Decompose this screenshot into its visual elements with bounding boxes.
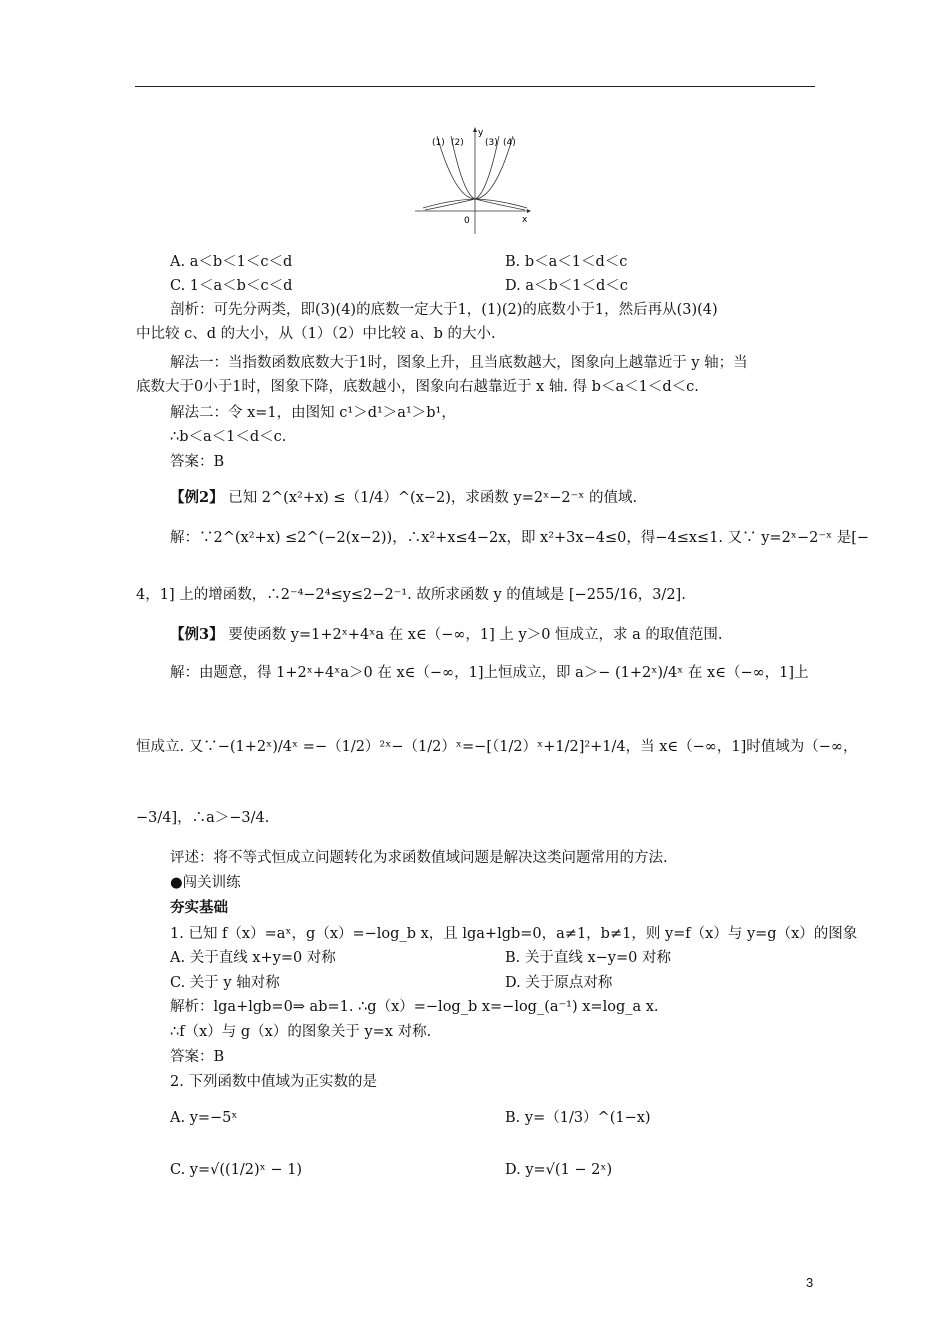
option-b: B. b＜a＜1＜d＜c bbox=[505, 254, 628, 270]
option-d: D. a＜b＜1＜d＜c bbox=[505, 278, 628, 294]
analysis-line2: 中比较 c、d 的大小，从（1）（2）中比较 a、b 的大小. bbox=[136, 326, 496, 342]
graph-origin: 0 bbox=[464, 216, 470, 226]
option-c: C. 1＜a＜b＜c＜d bbox=[170, 278, 293, 294]
q2-option-c: C. y=√((1/2)ˣ − 1) bbox=[170, 1162, 303, 1178]
example2-solution-line1: 解：∵2^(x²+x) ≤2^(−2(x−2))，∴x²+x≤4−2x，即 x²+3x−4≤0，得−4≤x≤1. 又∵ y=2ˣ−2⁻ˣ 是[− bbox=[170, 530, 870, 546]
graph-label-2: (2) bbox=[451, 138, 464, 148]
section-title: ●闯关训练 bbox=[170, 875, 241, 891]
graph-label-1: (1) bbox=[432, 138, 445, 148]
q1-analysis-line1: 解析：lga+lgb=0⇒ ab=1. ∴g（x）=−log_b x=−log_(a⁻¹) x=log_a x. bbox=[170, 999, 659, 1015]
graph-axis-y: y bbox=[478, 128, 484, 138]
option-a: A. a＜b＜1＜c＜d bbox=[170, 254, 293, 270]
q2-option-d: D. y=√(1 − 2ˣ) bbox=[505, 1162, 613, 1178]
page-number: 3 bbox=[806, 1275, 814, 1290]
exponential-graph bbox=[415, 126, 535, 236]
example3-head: 【例3】 bbox=[170, 626, 224, 643]
example3-text: 要使函数 y=1+2ˣ+4ˣa 在 x∈（−∞，1] 上 y＞0 恒成立，求 a 的取值范围. bbox=[228, 627, 723, 643]
example3-solution-line3: −3/4]，∴a＞−3/4. bbox=[136, 810, 270, 826]
q2-stem: 2. 下列函数中值域为正实数的是 bbox=[170, 1074, 377, 1090]
graph-label-4: (4) bbox=[503, 138, 516, 148]
section-subtitle: 夯实基础 bbox=[170, 899, 228, 916]
method1-line1: 解法一：当指数函数底数大于1时，图象上升，且当底数越大，图象向上越靠近于 y 轴；当 bbox=[170, 355, 748, 371]
example2-question bbox=[170, 488, 637, 508]
q1-option-b: B. 关于直线 x−y=0 对称 bbox=[505, 950, 671, 966]
q1-option-d: D. 关于原点对称 bbox=[505, 975, 613, 991]
example3-question bbox=[170, 625, 723, 645]
method2-line2: ∴b＜a＜1＜d＜c. bbox=[170, 429, 287, 445]
q1-option-c: C. 关于 y 轴对称 bbox=[170, 975, 280, 991]
q1-analysis-line2: ∴f（x）与 g（x）的图象关于 y=x 对称. bbox=[170, 1024, 432, 1040]
example3-comment: 评述：将不等式恒成立问题转化为求函数值域问题是解决这类问题常用的方法. bbox=[170, 850, 668, 866]
q2-option-a: A. y=−5ˣ bbox=[170, 1110, 238, 1126]
q1-stem: 1. 已知 f（x）=aˣ，g（x）=−log_b x，且 lga+lgb=0，a≠1，b≠1，则 y=f（x）与 y=g（x）的图象 bbox=[170, 926, 858, 942]
example2-solution-line2: 4，1] 上的增函数，∴2⁻⁴−2⁴≤y≤2−2⁻¹. 故所求函数 y 的值域是 [−255/16，3/2]. bbox=[136, 587, 686, 603]
example3-solution-line1: 解：由题意，得 1+2ˣ+4ˣa＞0 在 x∈（−∞，1]上恒成立，即 a＞− (1+2ˣ)/4ˣ 在 x∈（−∞，1]上 bbox=[170, 665, 809, 681]
analysis-line1: 剖析：可先分两类，即(3)(4)的底数一定大于1，(1)(2)的底数小于1，然后再从(3)(4) bbox=[170, 302, 718, 318]
q1-answer: 答案：B bbox=[170, 1049, 225, 1065]
graph-axis-x: x bbox=[522, 215, 528, 225]
q1-option-a: A. 关于直线 x+y=0 对称 bbox=[170, 950, 336, 966]
example2-text: 已知 2^(x²+x) ≤（1/4）^(x−2)，求函数 y=2ˣ−2⁻ˣ 的值域. bbox=[228, 490, 638, 506]
q2-option-b: B. y=（1/3）^(1−x) bbox=[505, 1110, 651, 1126]
header-rule bbox=[135, 86, 815, 87]
example3-solution-line2: 恒成立. 又∵−(1+2ˣ)/4ˣ =−（1/2）²ˣ−（1/2）ˣ=−[（1/2）ˣ+1/2]²+1/4，当 x∈（−∞，1]时值域为（−∞， bbox=[136, 739, 858, 755]
example2-head: 【例2】 bbox=[170, 489, 224, 506]
method1-line2: 底数大于0小于1时，图象下降，底数越小，图象向右越靠近于 x 轴. 得 b＜a＜1＜d＜c. bbox=[136, 379, 699, 395]
method2-line1: 解法二：令 x=1，由图知 c¹＞d¹＞a¹＞b¹， bbox=[170, 405, 456, 421]
answer-1: 答案：B bbox=[170, 454, 225, 470]
graph-label-3: (3) bbox=[485, 138, 498, 148]
